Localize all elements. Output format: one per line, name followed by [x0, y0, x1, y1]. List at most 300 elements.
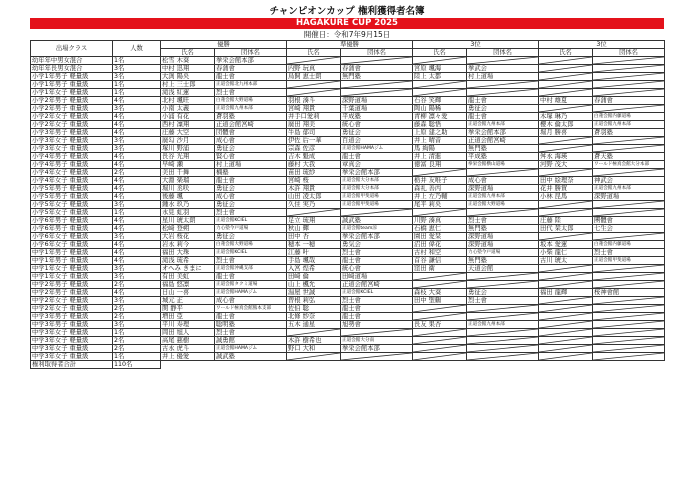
- third-b-team-empty: [593, 201, 665, 209]
- third-b-team-empty: [593, 265, 665, 273]
- empty-slash: [593, 265, 664, 272]
- slash-line: [467, 329, 538, 336]
- winner-team: 龍士會: [215, 313, 287, 321]
- winner-name: 平川 寿理: [161, 321, 215, 329]
- slash-line: [593, 337, 664, 344]
- third-a-team: 正道会館宮崎: [467, 137, 539, 145]
- empty-slash: [539, 201, 592, 208]
- runner-up-team: 正道会館甲斐道場: [341, 193, 413, 201]
- third-a-team-empty: [467, 281, 539, 289]
- count-cell: 4名: [113, 241, 161, 249]
- winner-name: 福田 大珠: [161, 249, 215, 257]
- runner-up-team: 正道会館HAMAジム: [341, 145, 413, 153]
- class-cell: 小学1年女子 軽量級: [31, 89, 113, 97]
- slash-line: [287, 81, 340, 88]
- third-a-team: 天道会館: [467, 265, 539, 273]
- runner-up-name: 内野 玩真: [287, 65, 341, 73]
- class-cell: 小学6年男子 軽量級: [31, 217, 113, 225]
- empty-slash: [467, 281, 538, 288]
- third-a-team: 正道会館九州本部: [467, 321, 539, 329]
- empty-slash: [539, 89, 592, 96]
- third-b-name-empty: [539, 313, 593, 321]
- empty-slash: [539, 65, 592, 72]
- winner-name: 大岩 桜花: [161, 233, 215, 241]
- third-b-team: 正道会館九州本部: [593, 121, 665, 129]
- slash-line: [287, 353, 340, 360]
- table-row: [31, 81, 665, 89]
- empty-slash: [413, 89, 466, 96]
- third-b-name-empty: [539, 89, 593, 97]
- slash-line: [413, 281, 466, 288]
- slash-line: [593, 65, 664, 72]
- third-a-team-empty: [467, 313, 539, 321]
- winner-team: 龍士會: [215, 273, 287, 281]
- table-row: [31, 289, 665, 297]
- winner-name: 岩永 莉今: [161, 241, 215, 249]
- slash-line: [593, 201, 664, 208]
- runner-up-team: 平成塾: [341, 113, 413, 121]
- empty-slash: [593, 73, 664, 80]
- third-a-name-empty: [413, 81, 467, 89]
- third-b-team-empty: [593, 337, 665, 345]
- slash-line: [341, 81, 412, 88]
- third-a-team-empty: [467, 81, 539, 89]
- third-a-team: 龍士會: [467, 113, 539, 121]
- count-cell: 1名: [113, 89, 161, 97]
- event-banner: HAGAKURE CUP 2025: [30, 18, 664, 29]
- header-class: 出場クラス: [31, 41, 113, 57]
- third-b-team-empty: [593, 273, 665, 281]
- third-b-name: 福田 龍輝: [539, 289, 593, 297]
- empty-slash: [539, 281, 592, 288]
- runner-up-name: 山田 凌太郎: [287, 193, 341, 201]
- third-a-name: 栃井 友唯子: [413, 177, 467, 185]
- table-row: [31, 305, 665, 313]
- runner-up-name: 田﨑 倫: [287, 273, 341, 281]
- empty-slash: [467, 345, 538, 352]
- empty-slash: [413, 273, 466, 280]
- table-row: [31, 337, 665, 345]
- table-row: [31, 57, 665, 65]
- third-b-name-empty: [539, 337, 593, 345]
- header-team: 団体名: [467, 49, 539, 57]
- empty-slash: [593, 209, 664, 216]
- third-a-name: 田中 聖鶴: [413, 297, 467, 305]
- third-b-name-empty: [539, 81, 593, 89]
- count-cell: 1名: [113, 81, 161, 89]
- winner-team: 正道会館HAMAジム: [215, 345, 287, 353]
- slash-line: [593, 169, 664, 176]
- empty-slash: [539, 137, 592, 144]
- slash-line: [539, 169, 592, 176]
- slash-line: [539, 105, 592, 112]
- third-b-team: 烈士會: [593, 249, 665, 257]
- third-b-team-empty: [593, 81, 665, 89]
- winner-team: 勇征会: [215, 201, 287, 209]
- third-b-team-empty: [593, 305, 665, 313]
- winner-name: 西村 凜翔: [161, 121, 215, 129]
- runner-up-name: 久住 実乃: [287, 201, 341, 209]
- class-cell: 小学3年男子 軽量級: [31, 129, 113, 137]
- third-b-team: 春蒲會: [593, 97, 665, 105]
- runner-up-name: 藤村 大我: [287, 161, 341, 169]
- third-b-name: 舛永 海瑛: [539, 153, 593, 161]
- slash-line: [593, 57, 664, 64]
- slash-line: [413, 313, 466, 320]
- table-row: [31, 209, 665, 217]
- winner-team: 烈士會: [215, 209, 287, 217]
- runner-up-name: 佐伯 聡: [287, 305, 341, 313]
- third-a-name-empty: [413, 353, 467, 361]
- third-b-team: 桜神會館: [593, 289, 665, 297]
- runner-up-team: 正道会館宮崎: [341, 281, 413, 289]
- winner-team: 村上道場: [215, 161, 287, 169]
- third-b-team: 蒼天塾: [593, 153, 665, 161]
- slash-line: [593, 233, 664, 240]
- count-cell: 4名: [113, 185, 161, 193]
- third-b-team: 正道会館九州本部: [593, 185, 665, 193]
- third-b-team: 蒼羽塾: [593, 129, 665, 137]
- runner-up-team-empty: [341, 57, 413, 65]
- winner-team: 春蒲會: [215, 65, 287, 73]
- runner-up-name: 牛島 郁司: [287, 129, 341, 137]
- third-b-name-empty: [539, 281, 593, 289]
- empty-slash: [467, 209, 538, 216]
- third-b-team: 神武会: [593, 177, 665, 185]
- third-a-team-empty: [467, 337, 539, 345]
- third-b-name-empty: [539, 73, 593, 81]
- slash-line: [539, 313, 592, 320]
- third-b-team-empty: [593, 105, 665, 113]
- class-cell: 小学5年男子 重量級: [31, 193, 113, 201]
- third-b-name: 小柴 龍仁: [539, 249, 593, 257]
- runner-up-name: 田中 杏: [287, 233, 341, 241]
- class-cell: 中学2年女子 軽量級: [31, 297, 113, 305]
- runner-up-name: 苗田 琉紗: [287, 169, 341, 177]
- slash-line: [593, 137, 664, 144]
- empty-slash: [593, 169, 664, 176]
- slash-line: [539, 57, 592, 64]
- winner-team: 烈士會: [215, 329, 287, 337]
- winner-name: 滝浅 紅蓮: [161, 89, 215, 97]
- table-row: [31, 121, 665, 129]
- third-b-name-empty: [539, 169, 593, 177]
- slash-line: [539, 137, 592, 144]
- empty-slash: [287, 329, 340, 336]
- third-b-name: 田代 栞太郎: [539, 225, 593, 233]
- slash-line: [413, 305, 466, 312]
- slash-line: [467, 169, 538, 176]
- third-a-team: 成心會: [467, 177, 539, 185]
- runner-up-name-empty: [287, 57, 341, 65]
- third-a-name-empty: [413, 273, 467, 281]
- empty-slash: [539, 297, 592, 304]
- runner-up-team: 龍士會: [341, 313, 413, 321]
- third-a-name-empty: [413, 337, 467, 345]
- runner-up-name: 曽根 莉弘: [287, 297, 341, 305]
- runner-up-name: 山上 楓允: [287, 281, 341, 289]
- table-row: [31, 345, 665, 353]
- class-cell: 小学6年女子 重量級: [31, 241, 113, 249]
- winner-team: 誠勇館: [215, 337, 287, 345]
- empty-slash: [287, 81, 340, 88]
- runner-up-name: 吉木 魁成: [287, 153, 341, 161]
- empty-slash: [593, 353, 664, 360]
- winner-name: 高尾 慈樹: [161, 337, 215, 345]
- empty-slash: [593, 313, 664, 320]
- class-cell: 中学3年男子 重量級: [31, 321, 113, 329]
- count-cell: 2名: [113, 305, 161, 313]
- third-b-name-empty: [539, 329, 593, 337]
- winner-team: 正道会館宮崎: [215, 121, 287, 129]
- winner-name: 城元 正: [161, 297, 215, 305]
- third-b-name-empty: [539, 345, 593, 353]
- runner-up-team: 正道会館team涼: [341, 225, 413, 233]
- winner-name: 廣勾 沙月: [161, 137, 215, 145]
- slash-line: [539, 265, 592, 272]
- class-cell: 中学2年男子 軽量級: [31, 281, 113, 289]
- count-cell: 4名: [113, 121, 161, 129]
- runner-up-team: 正道会館大分南: [341, 337, 413, 345]
- third-b-team-empty: [593, 345, 665, 353]
- winner-team: 正道会館九州本部: [215, 105, 287, 113]
- winner-name: 大渕 陽央: [161, 73, 215, 81]
- third-b-team-empty: [593, 89, 665, 97]
- winner-team: 龍士會: [215, 177, 287, 185]
- third-b-team-empty: [593, 353, 665, 361]
- runner-up-team: 拳栄会館本部: [341, 169, 413, 177]
- runner-up-team: 龍士會: [341, 257, 413, 265]
- empty-slash: [467, 305, 538, 312]
- slash-line: [539, 145, 592, 152]
- winner-team: 賢心會: [215, 153, 287, 161]
- slash-line: [539, 353, 592, 360]
- slash-line: [539, 329, 592, 336]
- table-row: [31, 129, 665, 137]
- winner-name: 岡田 旭人: [161, 329, 215, 337]
- winner-name: 鍾水 玖乃: [161, 201, 215, 209]
- table-row: [31, 185, 665, 193]
- runner-up-name-empty: [287, 81, 341, 89]
- third-b-name: 古川 琥太: [539, 257, 593, 265]
- empty-slash: [539, 233, 592, 240]
- class-cell: 幼年年中男女混合: [31, 57, 113, 65]
- count-cell: 4名: [113, 257, 161, 265]
- third-a-team: 勇征会: [467, 289, 539, 297]
- class-cell: 中学3年女子 軽量級: [31, 329, 113, 337]
- slash-line: [341, 209, 412, 216]
- slash-line: [539, 89, 592, 96]
- third-a-name: 井上 晴音: [413, 137, 467, 145]
- winner-team: 正道会館北九州本部: [215, 81, 287, 89]
- winner-name: 大淵 楽瑠: [161, 177, 215, 185]
- empty-slash: [593, 137, 664, 144]
- table-row: [31, 281, 665, 289]
- runner-up-team: 誠武塾: [341, 217, 413, 225]
- empty-slash: [539, 73, 592, 80]
- third-a-name: 馬 絢陽: [413, 145, 467, 153]
- runner-up-name: 木許 樹希也: [287, 337, 341, 345]
- table-row: [31, 73, 665, 81]
- empty-slash: [539, 209, 592, 216]
- empty-slash: [341, 209, 412, 216]
- third-a-name-empty: [413, 281, 467, 289]
- third-a-name: 上原 建之助: [413, 129, 467, 137]
- empty-slash: [467, 313, 538, 320]
- slash-line: [539, 281, 592, 288]
- count-cell: 3名: [113, 73, 161, 81]
- slash-line: [593, 265, 664, 272]
- empty-slash: [593, 105, 664, 112]
- third-a-team-empty: [467, 345, 539, 353]
- slash-line: [467, 57, 538, 64]
- winner-name: 井上 優愛: [161, 353, 215, 361]
- runner-up-team: 龍士會: [341, 305, 413, 313]
- slash-line: [341, 329, 412, 336]
- count-cell: 4名: [113, 177, 161, 185]
- empty-slash: [467, 337, 538, 344]
- third-b-name: 小林 昆馬: [539, 193, 593, 201]
- winner-team: 成心會: [215, 297, 287, 305]
- slash-line: [413, 209, 466, 216]
- winner-name: 後藤 颯: [161, 193, 215, 201]
- winner-team: 正道会館KCIEL: [215, 217, 287, 225]
- header-third-b: 3位: [539, 41, 665, 49]
- class-cell: 中学2年女子 重量級: [31, 305, 113, 313]
- winner-name: 長谷 光翔: [161, 153, 215, 161]
- slash-line: [539, 297, 592, 304]
- winner-team: 正道会館沖縄支部: [215, 265, 287, 273]
- slash-line: [593, 145, 664, 152]
- table-row: [31, 193, 665, 201]
- slash-line: [413, 89, 466, 96]
- third-a-name: 森礼 善丙: [413, 185, 467, 193]
- slash-line: [539, 73, 592, 80]
- third-a-name-empty: [413, 209, 467, 217]
- winner-team: 成心會: [215, 137, 287, 145]
- third-b-name: 櫻木 倫太郎: [539, 121, 593, 129]
- third-b-name-empty: [539, 137, 593, 145]
- third-b-name: 中村 雄夏: [539, 97, 593, 105]
- slash-line: [287, 57, 340, 64]
- third-b-team-empty: [593, 137, 665, 145]
- slash-line: [413, 353, 466, 360]
- count-cell: 3名: [113, 145, 161, 153]
- empty-slash: [593, 81, 664, 88]
- third-b-team-empty: [593, 313, 665, 321]
- empty-slash: [413, 337, 466, 344]
- third-b-name-empty: [539, 233, 593, 241]
- third-b-team-empty: [593, 169, 665, 177]
- table-row: [31, 225, 665, 233]
- empty-slash: [539, 105, 592, 112]
- header-third-a: 3位: [413, 41, 539, 49]
- empty-slash: [539, 329, 592, 336]
- empty-slash: [287, 57, 340, 64]
- runner-up-name-empty: [287, 329, 341, 337]
- slash-line: [593, 105, 664, 112]
- winner-team: 白蓮会館大野道場: [215, 97, 287, 105]
- third-a-name-empty: [413, 345, 467, 353]
- third-a-team: 勇征会: [467, 105, 539, 113]
- runner-up-team: 正道会館大分本部: [341, 177, 413, 185]
- table-row: [31, 297, 665, 305]
- runner-up-team: 春蒲會: [341, 65, 413, 73]
- winner-name: 塚川 野浦: [161, 145, 215, 153]
- class-cell: 小学4年男子 重量級: [31, 161, 113, 169]
- winner-team: 正道会館HAMAジム: [215, 289, 287, 297]
- empty-slash: [413, 329, 466, 336]
- winner-team: 正道会館KCIEL: [215, 249, 287, 257]
- table-row: [31, 105, 665, 113]
- third-b-team-empty: [593, 73, 665, 81]
- third-b-name-empty: [539, 305, 593, 313]
- third-a-name-empty: [413, 57, 467, 65]
- third-a-team: 深野道場: [467, 241, 539, 249]
- third-b-name-empty: [539, 105, 593, 113]
- winner-team: 正道会館タクミ道場: [215, 281, 287, 289]
- winner-team: 蒼羽塾: [215, 113, 287, 121]
- third-b-team-empty: [593, 329, 665, 337]
- slash-line: [593, 305, 664, 312]
- winner-team: 勇征会: [215, 145, 287, 153]
- third-b-name-empty: [539, 321, 593, 329]
- event-date: 開催日：令和7年9月15日: [303, 30, 391, 39]
- empty-slash: [467, 169, 538, 176]
- table-body: [31, 57, 665, 361]
- empty-slash: [287, 89, 340, 96]
- slash-line: [413, 169, 466, 176]
- header-first: 優勝: [161, 41, 287, 49]
- class-cell: 中学3年男子 軽量級: [31, 313, 113, 321]
- header-count: 人数: [113, 41, 161, 57]
- winner-name: 福島 悠凛: [161, 281, 215, 289]
- runner-up-name: 足立 琉翔: [287, 217, 341, 225]
- winner-name: 松雪 木葵: [161, 57, 215, 65]
- third-a-name-empty: [413, 169, 467, 177]
- count-cell: 2名: [113, 281, 161, 289]
- total-spacer: [161, 361, 665, 369]
- third-b-name-empty: [539, 273, 593, 281]
- class-cell: 小学4年男子 軽量級: [31, 153, 113, 161]
- third-a-name: 石谷 笑輝: [413, 97, 467, 105]
- third-b-team-empty: [593, 57, 665, 65]
- empty-slash: [539, 273, 592, 280]
- winner-name: 北村 颯旺: [161, 97, 215, 105]
- third-a-name-empty: [413, 89, 467, 97]
- table-row: [31, 273, 665, 281]
- table-row: [31, 329, 665, 337]
- count-cell: 3名: [113, 273, 161, 281]
- count-cell: 3名: [113, 201, 161, 209]
- empty-slash: [593, 345, 664, 352]
- winner-team: 勇征会: [215, 185, 287, 193]
- third-b-team-empty: [593, 297, 665, 305]
- count-cell: 1名: [113, 329, 161, 337]
- runner-up-team: 拳栄会館本部: [341, 233, 413, 241]
- slash-line: [593, 81, 664, 88]
- runner-up-name: 廣田 翔美: [287, 121, 341, 129]
- slash-line: [413, 273, 466, 280]
- slash-line: [467, 209, 538, 216]
- slash-line: [593, 313, 664, 320]
- third-b-team-empty: [593, 145, 665, 153]
- slash-line: [467, 353, 538, 360]
- empty-slash: [341, 81, 412, 88]
- third-a-team-empty: [467, 89, 539, 97]
- empty-slash: [539, 313, 592, 320]
- slash-line: [539, 201, 592, 208]
